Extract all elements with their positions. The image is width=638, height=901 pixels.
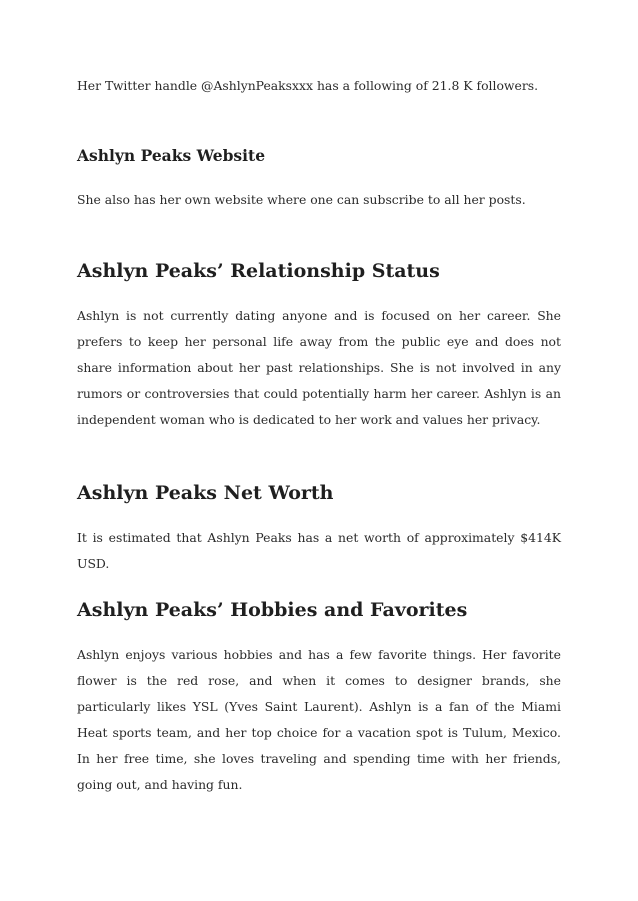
relationship-paragraph: Ashlyn is not currently dating anyone and is focused on her career. She prefers to keep her personal life away from the public eye and does not share information about her past relationships. She is not involved in any rumors or controversies that could potentially harm her career. Ashlyn is an independent woman who is dedicated to her work and values her privacy.: [77, 308, 561, 427]
hobbies-heading: Ashlyn Peaks’ Hobbies and Favorites: [77, 599, 468, 621]
twitter-paragraph: Her Twitter handle @AshlynPeaksxxx has a following of 21.8 K followers.: [77, 78, 539, 93]
website-paragraph: She also has her own website where one can subscribe to all her posts.: [77, 192, 526, 207]
website-heading: Ashlyn Peaks Website: [77, 146, 266, 165]
relationship-heading: Ashlyn Peaks’ Relationship Status: [77, 260, 440, 282]
net-worth-paragraph: It is estimated that Ashlyn Peaks has a net worth of approximately $414K USD.: [77, 530, 561, 571]
hobbies-paragraph: Ashlyn enjoys various hobbies and has a few favorite things. Her favorite flower is the red rose, and when it comes to designer brands, she particularly likes YSL (Yves Saint Laurent). Ashlyn is a fan of the Miami Heat sports team, and her top choice for a vacation spot is Tulum, Mexico. In her free time, she loves traveling and spending time with her friends, going out, and having fun.: [77, 647, 561, 792]
net-worth-heading: Ashlyn Peaks Net Worth: [77, 482, 334, 504]
